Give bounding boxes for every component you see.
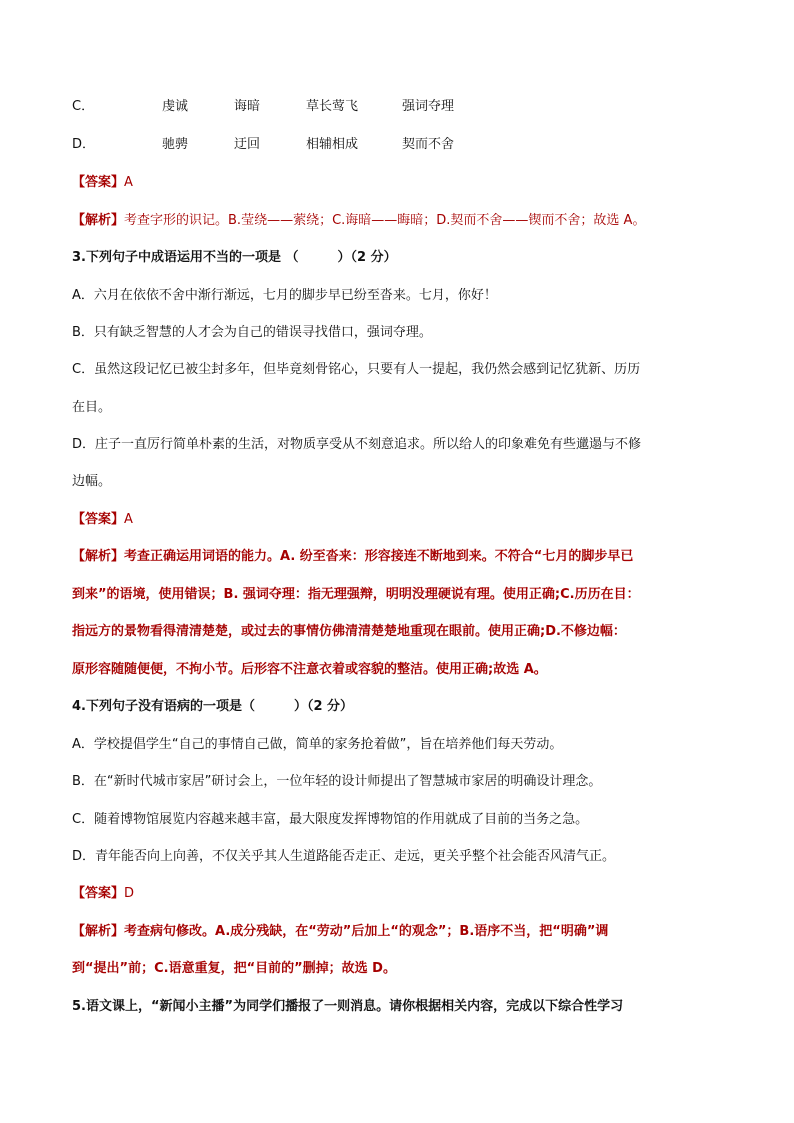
answer-value: A <box>124 512 133 527</box>
answer-tag: 【答案】 <box>72 512 125 527</box>
q3-option-d: D．庄子一直厉行简单朴素的生活，对物质享受从不刻意追求。所以给人的印象难免有些邋遢与不修 <box>72 437 642 452</box>
q4-analysis <box>72 922 608 942</box>
option-letter: C． <box>72 99 95 114</box>
analysis-tag: 【解析】 <box>72 549 125 564</box>
q3-analysis-line4: 原形容随随便便，不拘小节。后形容不注意衣着或容貌的整洁。使用正确;故选 A。 <box>72 662 547 677</box>
q5-stem: 5.语文课上，“新闻小主播”为同学们播报了一则消息。请你根据相关内容，完成以下综合性学习 <box>72 999 624 1014</box>
q3-analysis <box>72 547 633 567</box>
analysis-text: 考查字形的识记。B.莹绕——萦绕；C.诲暗——晦暗；D.契而不舍——锲而不舍；故选 A。 <box>124 213 646 228</box>
option-word: 驰骋 <box>162 137 189 152</box>
answer-value: D <box>124 886 135 901</box>
q3-option-c-cont: 在目。 <box>72 400 112 415</box>
q3-answer <box>72 510 133 530</box>
q3-option-b: B．只有缺乏智慧的人才会为自己的错误寻找借口，强词夺理。 <box>72 325 432 340</box>
q4-stem: 4.下列句子没有语病的一项是（ ）（2 分） <box>72 699 354 714</box>
option-word: 强词夺理 <box>402 99 455 114</box>
analysis-text: 考查病句修改。A.成分残缺，在“劳动”后加上“的观念”；B.语序不当，把“明确”调 <box>124 924 609 939</box>
option-c-row <box>72 97 454 117</box>
answer-tag: 【答案】 <box>72 886 125 901</box>
q3-option-c: C．虽然这段记忆已被尘封多年，但毕竟刻骨铭心，只要有人一提起，我仍然会感到记忆犹新、历历 <box>72 362 641 377</box>
answer-tag: 【答案】 <box>72 175 125 190</box>
option-word: 虔诚 <box>162 99 189 114</box>
q3-stem: 3.下列句子中成语运用不当的一项是 （ ）（2 分） <box>72 250 397 265</box>
q3-option-a: A．六月在依依不舍中渐行渐远，七月的脚步早已纷至沓来。七月，你好！ <box>72 288 497 303</box>
q3-analysis-line3: 指远方的景物看得清清楚楚，或过去的事情仿佛清清楚楚地重现在眼前。使用正确;D.不修边幅： <box>72 624 626 639</box>
option-d-row <box>72 135 454 155</box>
option-word: 诲暗 <box>234 99 261 114</box>
q4-option-d: D．青年能否向上向善，不仅关乎其人生道路能否走正、走远，更关乎整个社会能否风清气正。 <box>72 849 616 864</box>
option-word: 契而不舍 <box>402 137 455 152</box>
option-word: 草长莺飞 <box>306 99 359 114</box>
option-letter: D． <box>72 137 96 152</box>
q4-answer <box>72 884 134 904</box>
q3-option-d-cont: 边幅。 <box>72 474 112 489</box>
analysis-text: 考查正确运用词语的能力。A. 纷至沓来：形容接连不断地到来。不符合“七月的脚步早已 <box>124 549 634 564</box>
analysis-tag: 【解析】 <box>72 213 125 228</box>
q4-option-b: B．在“新时代城市家居”研讨会上，一位年轻的设计师提出了智慧城市家居的明确设计理念。 <box>72 774 602 789</box>
option-word: 迂回 <box>234 137 261 152</box>
option-word: 相辅相成 <box>306 137 359 152</box>
analysis-tag: 【解析】 <box>72 924 125 939</box>
q3-analysis-line2: 到来”的语境，使用错误；B. 强词夺理：指无理强辩，明明没理硬说有理。使用正确;C.历历在目： <box>72 587 640 602</box>
q4-analysis-line2: 到“提出”前；C.语意重复，把“目前的”删掉；故选 D。 <box>72 961 396 976</box>
q2-answer <box>72 173 133 193</box>
q2-analysis <box>72 211 645 231</box>
q4-option-c: C．随着博物馆展览内容越来越丰富，最大限度发挥博物馆的作用就成了目前的当务之急。 <box>72 812 589 827</box>
q4-option-a: A．学校提倡学生“自己的事情自己做，简单的家务抢着做”，旨在培养他们每天劳动。 <box>72 737 563 752</box>
answer-value: A <box>124 175 133 190</box>
